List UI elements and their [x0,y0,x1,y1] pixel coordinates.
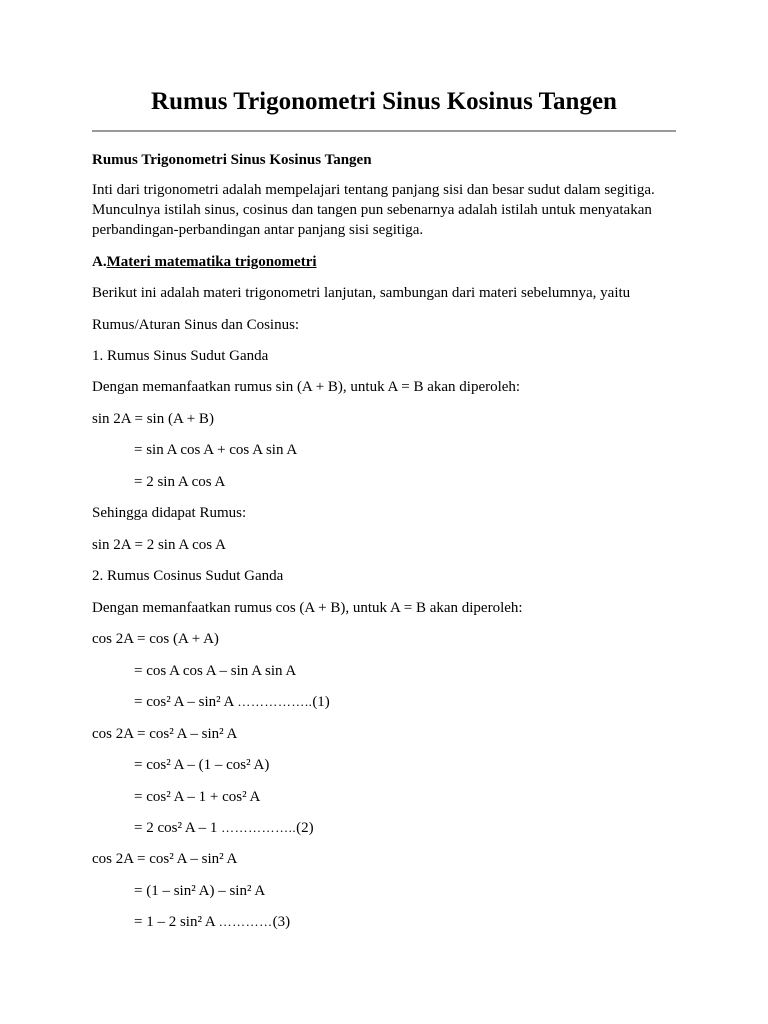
cos-equation-2: = cos A cos A – sin A sin A [134,663,297,679]
cos-equation-5: = cos² A – (1 – cos² A) [134,757,270,773]
cos-equation-7-number: (2) [296,820,314,836]
rumus-aturan-text: Rumus/Aturan Sinus dan Cosinus: [92,317,300,333]
section-a-heading [92,252,317,272]
intro-line-3: perbandingan-perbandingan antar panjang sisi segitiga. [92,222,424,238]
cos-equation-10 [134,912,290,932]
cos-equation-7-text: = 2 cos² A – 1 [134,820,222,836]
sin-equation-3: = 2 sin A cos A [134,474,226,490]
subtitle: Rumus Trigonometri Sinus Kosinus Tangen [92,152,372,168]
cos-equation-7 [134,818,314,838]
berikut-text: Berikut ini adalah materi trigonometri lanjutan, sambungan dari materi sebelumnya, yaitu [92,285,631,301]
sin-equation-1: sin 2A = sin (A + B) [92,411,214,427]
cos-equation-10-dots: ………… [218,914,273,929]
cos-equation-4: cos 2A = cos² A – sin² A [92,726,238,742]
cos-equation-3-text: = cos² A – sin² A [134,694,238,710]
cos-equation-7-dots: …………….. [221,820,297,835]
sinus-heading: 1. Rumus Sinus Sudut Ganda [92,348,269,364]
intro-line-2: Munculnya istilah sinus, cosinus dan tangen pun sebenarnya adalah istilah untuk menyatakan [92,202,652,218]
cos-equation-3-dots: …………….. [237,694,313,709]
title-divider [92,130,676,132]
cos-equation-3 [134,692,330,712]
cos-equation-8: cos 2A = cos² A – sin² A [92,851,238,867]
section-a-prefix: A. [92,254,107,270]
cosinus-intro: Dengan memanfaatkan rumus cos (A + B), untuk A = B akan diperoleh: [92,600,523,616]
cos-equation-10-text: = 1 – 2 sin² A [134,914,219,930]
cos-equation-10-number: (3) [272,914,291,930]
cos-equation-6: = cos² A – 1 + cos² A [134,789,261,805]
cos-equation-9: = (1 – sin² A) – sin² A [134,883,266,899]
cos-equation-1: cos 2A = cos (A + A) [92,631,219,647]
sin-result: sin 2A = 2 sin A cos A [92,537,226,553]
sehingga-text: Sehingga didapat Rumus: [92,505,247,521]
section-a-title: Materi matematika trigonometri [106,254,317,270]
sin-equation-2: = sin A cos A + cos A sin A [134,442,298,458]
sinus-intro: Dengan memanfaatkan rumus sin (A + B), untuk A = B akan diperoleh: [92,379,521,395]
cos-equation-3-number: (1) [312,694,330,710]
cosinus-heading: 2. Rumus Cosinus Sudut Ganda [92,568,284,584]
intro-line-1: Inti dari trigonometri adalah mempelajari tentang panjang sisi dan besar sudut dalam segitiga. [92,182,655,198]
page-title: Rumus Trigonometri Sinus Kosinus Tangen [151,88,617,115]
